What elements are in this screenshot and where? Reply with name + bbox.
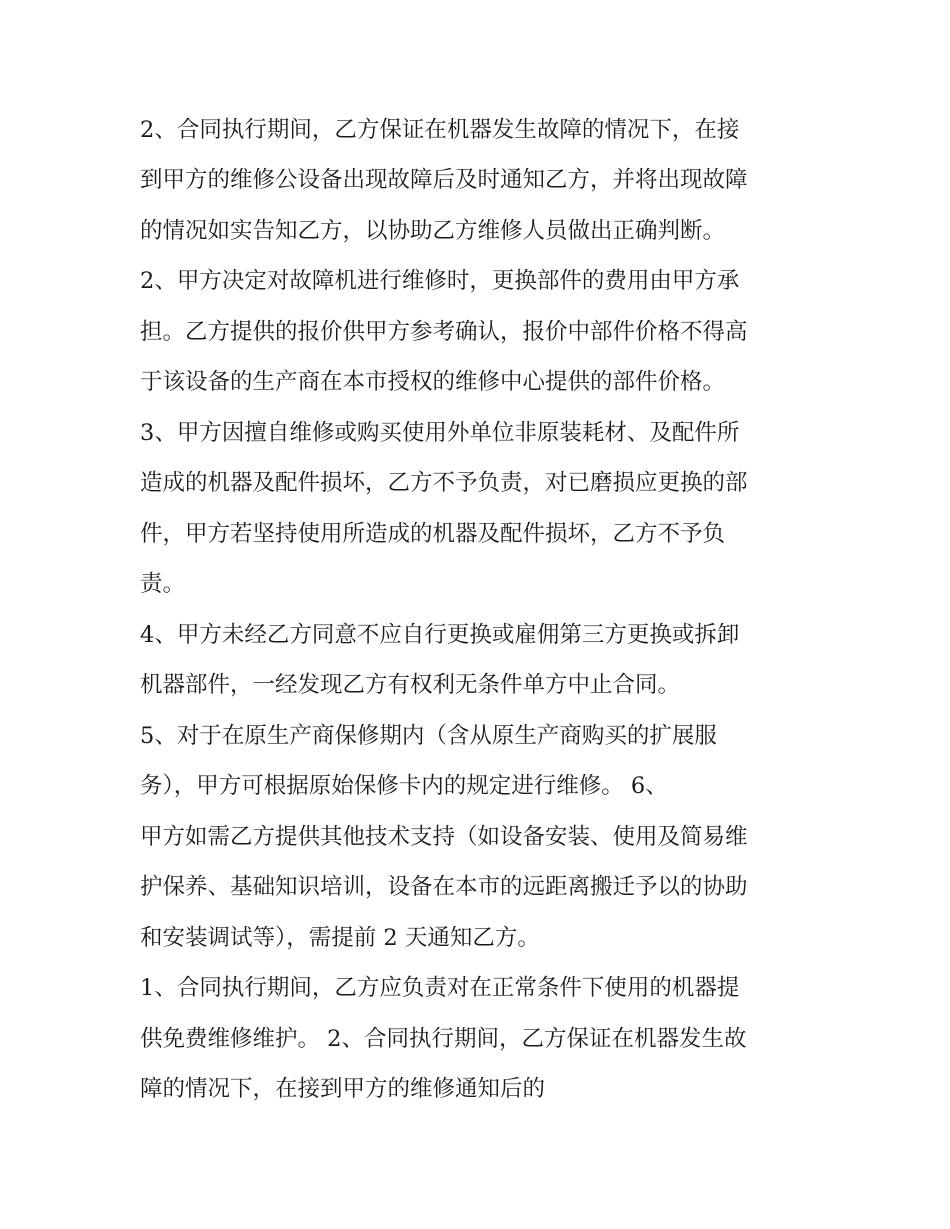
text-line: 5、对于在原生产商保修期内（含从原生产商购买的扩展服 <box>140 723 717 749</box>
text-line: 2、合同执行期间，乙方保证在机器发生故障的情况下，在接 <box>140 117 740 143</box>
text-line: 和安装调试等），需提前 2 天通知乙方。 <box>140 925 540 951</box>
text-line: 到甲方的维修公设备出现故障后及时通知乙方，并将出现故障 <box>140 167 748 193</box>
text-line: 务），甲方可根据原始保修卡内的规定进行维修。 6、 <box>140 773 668 799</box>
text-line: 障的情况下，在接到甲方的维修通知后的 <box>140 1076 546 1102</box>
text-line: 造成的机器及配件损坏，乙方不予负责，对已磨损应更换的部 <box>140 470 748 496</box>
text-line: 4、甲方未经乙方同意不应自行更换或雇佣第三方更换或拆卸 <box>140 622 740 648</box>
text-line: 机器部件，一经发现乙方有权利无条件单方中止合同。 <box>140 672 681 698</box>
text-line: 件，甲方若坚持使用所造成的机器及配件损坏，乙方不予负 <box>140 521 726 547</box>
text-line: 3、甲方因擅自维修或购买使用外单位非原装耗材、及配件所 <box>140 420 740 446</box>
text-line: 1、合同执行期间，乙方应负责对在正常条件下使用的机器提 <box>140 975 740 1001</box>
text-line: 责。 <box>140 571 186 597</box>
text-line: 于该设备的生产商在本市授权的维修中心提供的部件价格。 <box>140 369 726 395</box>
text-line: 护保养、基础知识培训，设备在本市的远距离搬迁予以的协助 <box>140 874 748 900</box>
text-line: 2、甲方决定对故障机进行维修时，更换部件的费用由甲方承 <box>140 268 740 294</box>
text-line: 的情况如实告知乙方，以协助乙方维修人员做出正确判断。 <box>140 218 726 244</box>
text-line: 供免费维修维护。 2、合同执行期间，乙方保证在机器发生故 <box>140 1026 747 1052</box>
text-line: 甲方如需乙方提供其他技术支持（如设备安装、使用及简易维 <box>140 824 748 850</box>
text-line: 担。乙方提供的报价供甲方参考确认，报价中部件价格不得高 <box>140 319 748 345</box>
